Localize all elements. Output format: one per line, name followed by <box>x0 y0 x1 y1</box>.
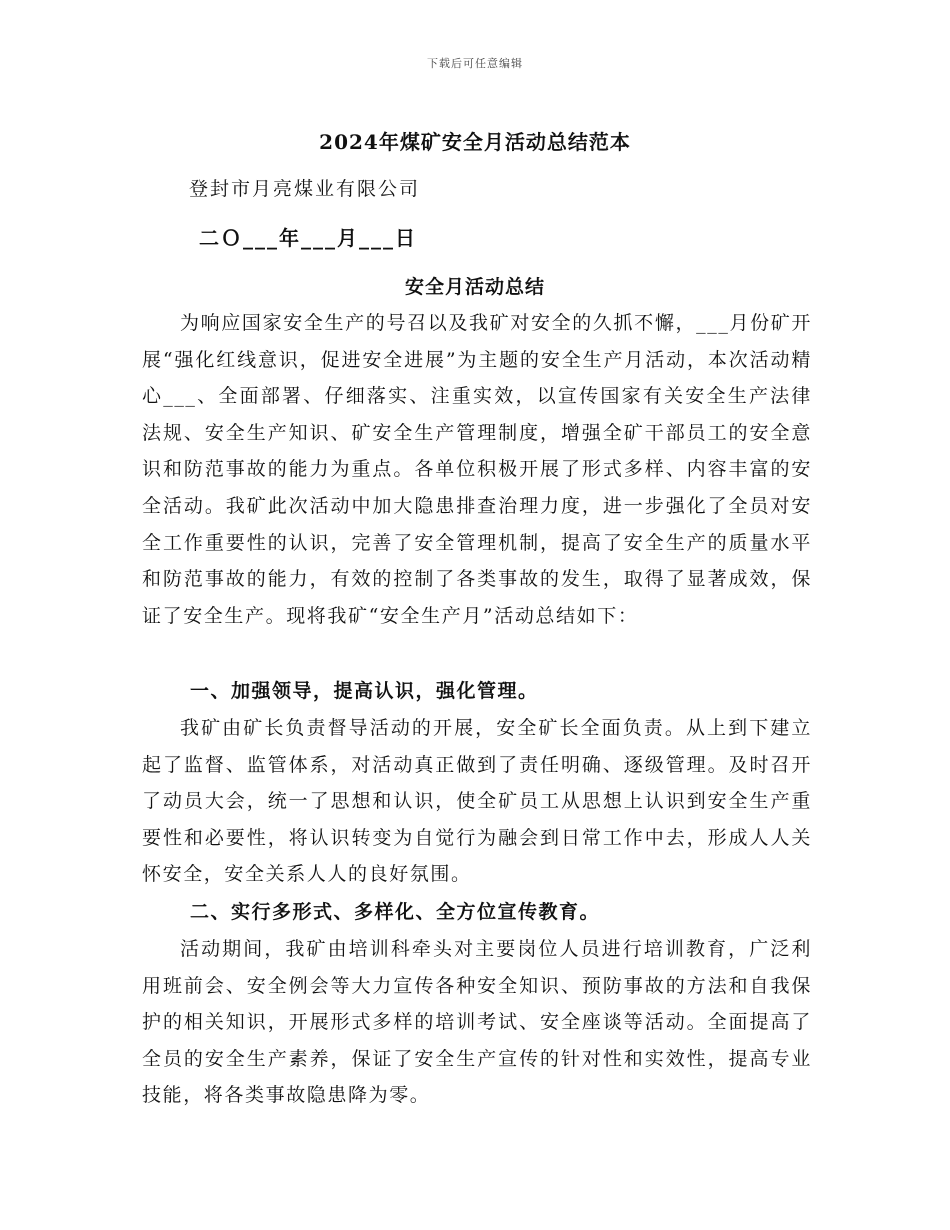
body-2-text: 活动期间，我矿由培训科牵头对主要岗位人员进行培训教育，广泛利用班前会、安全例会等大力宣传各种安全知识、预防事故的方法和自我保护的相关知识，开展形式多样的培训考试、安全座谈等活动。全面提高了全员的安全生产素养，保证了安全生产宣传的针对性和实效性，提高专业技能，将各类事故隐患降为零。 <box>142 938 812 1107</box>
date-line: 二Ｏ___年___月___日 <box>199 226 417 250</box>
body-paragraph-1 <box>142 710 812 893</box>
body-1-text: 我矿由矿长负责督导活动的开展，安全矿长全面负责。从上到下建立起了监督、监管体系，对活动真正做到了责任明确、逐级管理。及时召开了动员大会，统一了思想和认识，使全矿员工从思想上认识到安全生产重要性和必要性，将认识转变为自觉行为融会到日常工作中去，形成人人关怀安全，安全关系人人的良好氛围。 <box>142 717 812 886</box>
intro-text: 为响应国家安全生产的号召以及我矿对安全的久抓不懈，___月份矿开展“强化红线意识，促进安全进展”为主题的安全生产月活动，本次活动精心___、全面部署、仔细落实、注重实效，以宣传国家有关安全生产法律法规、安全生产知识、矿安全生产管理制度，增强全矿干部员工的安全意识和防范事故的能力为重点。各单位积极开展了形式多样、内容丰富的安全活动。我矿此次活动中加大隐患排查治理力度，进一步强化了全员对安全工作重要性的认识，完善了安全管理机制，提高了安全生产的质量水平和防范事故的能力，有效的控制了各类事故的发生，取得了显著成效，保证了安全生产。现将我矿“安全生产月”活动总结如下： <box>142 312 812 627</box>
section-title: 安全月活动总结 <box>404 276 545 298</box>
intro-paragraph <box>142 305 812 634</box>
header-note: 下载后可任意编辑 <box>427 57 523 70</box>
heading-1: 一、加强领导，提高认识，强化管理。 <box>190 680 539 702</box>
body-paragraph-2 <box>142 931 812 1114</box>
company-name: 登封市月亮煤业有限公司 <box>189 178 421 200</box>
document-title: 2024年煤矿安全月活动总结范本 <box>319 130 631 154</box>
heading-2: 二、实行多形式、多样化、全方位宣传教育。 <box>190 901 601 923</box>
